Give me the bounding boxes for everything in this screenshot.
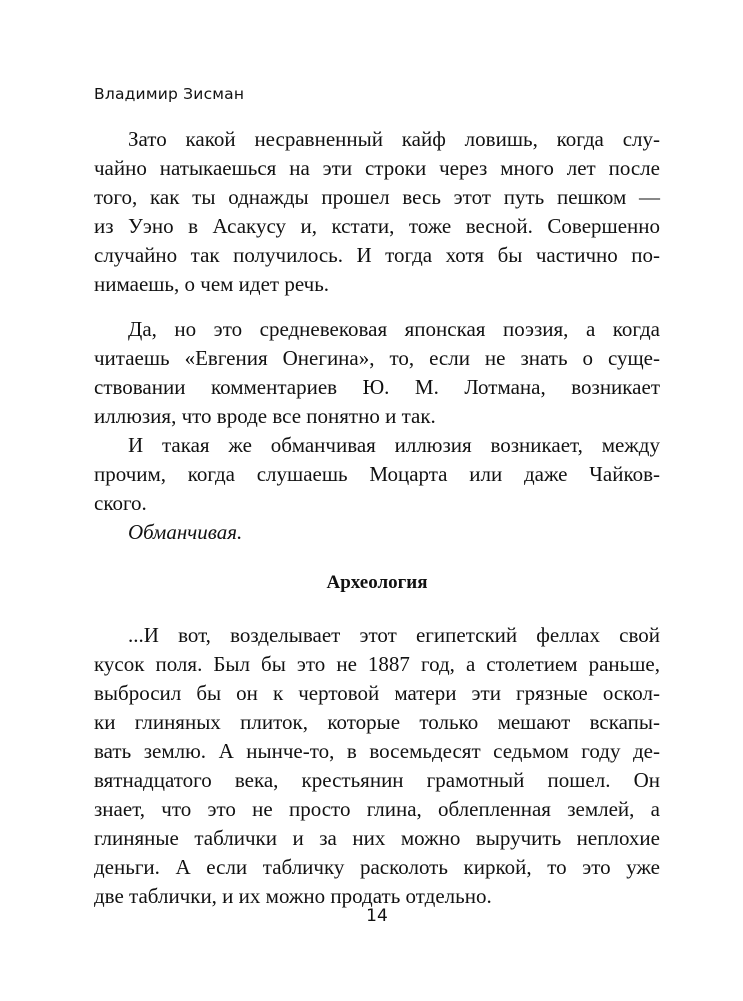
paragraph-1 [94,125,660,299]
text-line: Да, но это средневековая японская поэзия, а когда [128,317,660,341]
text-line: Зато какой несравненный кайф ловишь, когда слу- [128,127,660,151]
text-line: глиняные таблички и за них можно выручить неплохие [94,826,660,850]
text-line: вать землю. А нынче-то, в восемьдесят седьмом году де- [94,739,660,763]
paragraph-5 [94,621,660,911]
text-line: ствовании комментариев Ю. М. Лотмана, возникает [94,375,660,399]
text-line: случайно так получилось. И тогда хотя бы частично по- [94,243,660,267]
text-line: ки глиняных плиток, которые только мешают вскапы- [94,710,660,734]
text-line: читаешь «Евгения Онегина», то, если не знать о суще- [94,346,660,370]
text-line: кусок поля. Был бы это не 1887 год, а столетием раньше, [94,652,660,676]
text-line: чайно натыкаешься на эти строки через много лет после [94,156,660,180]
text-line: ...И вот, возделывает этот египетский феллах свой [128,623,660,647]
text-line: того, как ты однажды прошел весь этот путь пешком — [94,185,660,209]
text-line: знает, что это не просто глина, облепленная землей, а [94,797,660,821]
paragraph-2 [94,315,660,431]
text-line: деньги. А если табличку расколоть киркой, то это уже [94,855,660,879]
text-line: вятнадцатого века, крестьянин грамотный пошел. Он [94,768,660,792]
text-line: И такая же обманчивая иллюзия возникает, между [128,433,660,457]
text-line: выбросил бы он к чертовой матери эти грязные оскол- [94,681,660,705]
text-line: прочим, когда слушаешь Моцарта или даже Чайков- [94,462,660,486]
text-line: иллюзия, что вроде все понятно и так. [94,404,436,428]
text-line: из Уэно в Асакусу и, кстати, тоже весной. Совершенно [94,214,660,238]
paragraph-4 [94,518,660,547]
section-heading: Археология [326,572,428,593]
page-number: 14 [366,906,388,926]
text-line: две таблички, и их можно продать отдельно. [94,884,492,908]
running-head: Владимир Зисман [94,85,245,103]
italic-line: Обманчивая. [128,520,243,544]
text-line: ского. [94,491,147,515]
text-line: нимаешь, о чем идет речь. [94,272,330,296]
paragraph-3 [94,431,660,518]
